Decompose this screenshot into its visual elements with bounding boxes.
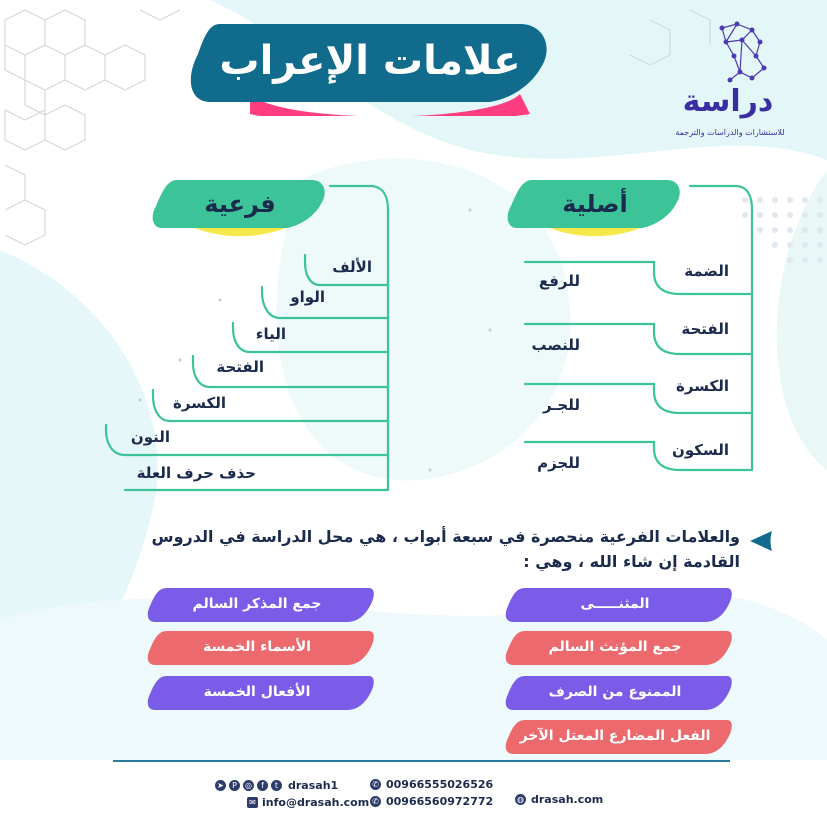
secondary-item-4: الكسرة [173, 394, 226, 412]
whatsapp-icon: ✆ [370, 779, 381, 790]
chip-left-1: الأسماء الخمسة [203, 639, 311, 655]
chip-right-2: الممنوع من الصرف [548, 684, 682, 700]
phone-2[interactable]: 00966560972772 [386, 795, 494, 808]
chip-right-0: المثنـــــى [580, 596, 650, 612]
secondary-item-5: النون [130, 428, 170, 446]
email-icon: ✉ [247, 797, 258, 808]
original-case-2: للجـر [542, 396, 580, 414]
secondary-item-3: الفتحة [216, 358, 264, 376]
instagram-icon[interactable]: ◎ [243, 780, 254, 791]
logo-name: دراسة [682, 84, 774, 119]
original-mark-3: السكون [672, 441, 729, 459]
chip-right-1: جمع المؤنث السالم [548, 639, 682, 655]
telegram-icon[interactable]: ➤ [215, 780, 226, 791]
original-mark-0: الضمة [684, 262, 729, 280]
globe-icon: ◍ [515, 794, 526, 805]
original-mark-2: الكسرة [676, 377, 729, 395]
secondary-heading: فرعية [204, 190, 276, 218]
chip-left-2: الأفعال الخمسة [203, 684, 311, 700]
chip-left-0: جمع المذكر السالم [192, 596, 322, 612]
secondary-item-0: الألف [332, 258, 372, 276]
pinterest-icon[interactable]: P [229, 780, 240, 791]
original-case-3: للجزم [537, 454, 580, 472]
arrow-bullet-icon [746, 528, 776, 554]
phone-1[interactable]: 00966555026526 [386, 778, 494, 791]
footer-divider [113, 760, 730, 762]
social-handle[interactable]: drasah1 [288, 779, 339, 792]
facebook-icon[interactable]: f [257, 780, 268, 791]
whatsapp-icon-2: ✆ [370, 796, 381, 807]
original-case-1: للنصب [531, 336, 580, 354]
secondary-item-6: حذف حرف العلة [136, 464, 256, 482]
original-mark-1: الفتحة [681, 320, 729, 338]
page-title: علامات الإعراب [219, 38, 521, 84]
chip-right-3: الفعل المضارع المعتل الآخر [519, 728, 711, 744]
email-link[interactable]: info@drasah.com [262, 796, 370, 809]
logo-tagline: للاستشارات والدراسات والترجمة [675, 128, 785, 137]
website-link[interactable]: drasah.com [531, 793, 604, 806]
secondary-item-1: الواو [290, 288, 325, 306]
intro-paragraph: والعلامات الفرعية منحصرة في سبعة أبواب ، هي محل الدراسة في الدروس القادمة إن شاء الله ، وهي : [151, 527, 740, 571]
twitter-icon[interactable]: t [271, 780, 282, 791]
original-heading: أصلية [562, 190, 628, 218]
secondary-item-2: الياء [255, 325, 286, 343]
original-case-0: للرفع [538, 272, 580, 290]
